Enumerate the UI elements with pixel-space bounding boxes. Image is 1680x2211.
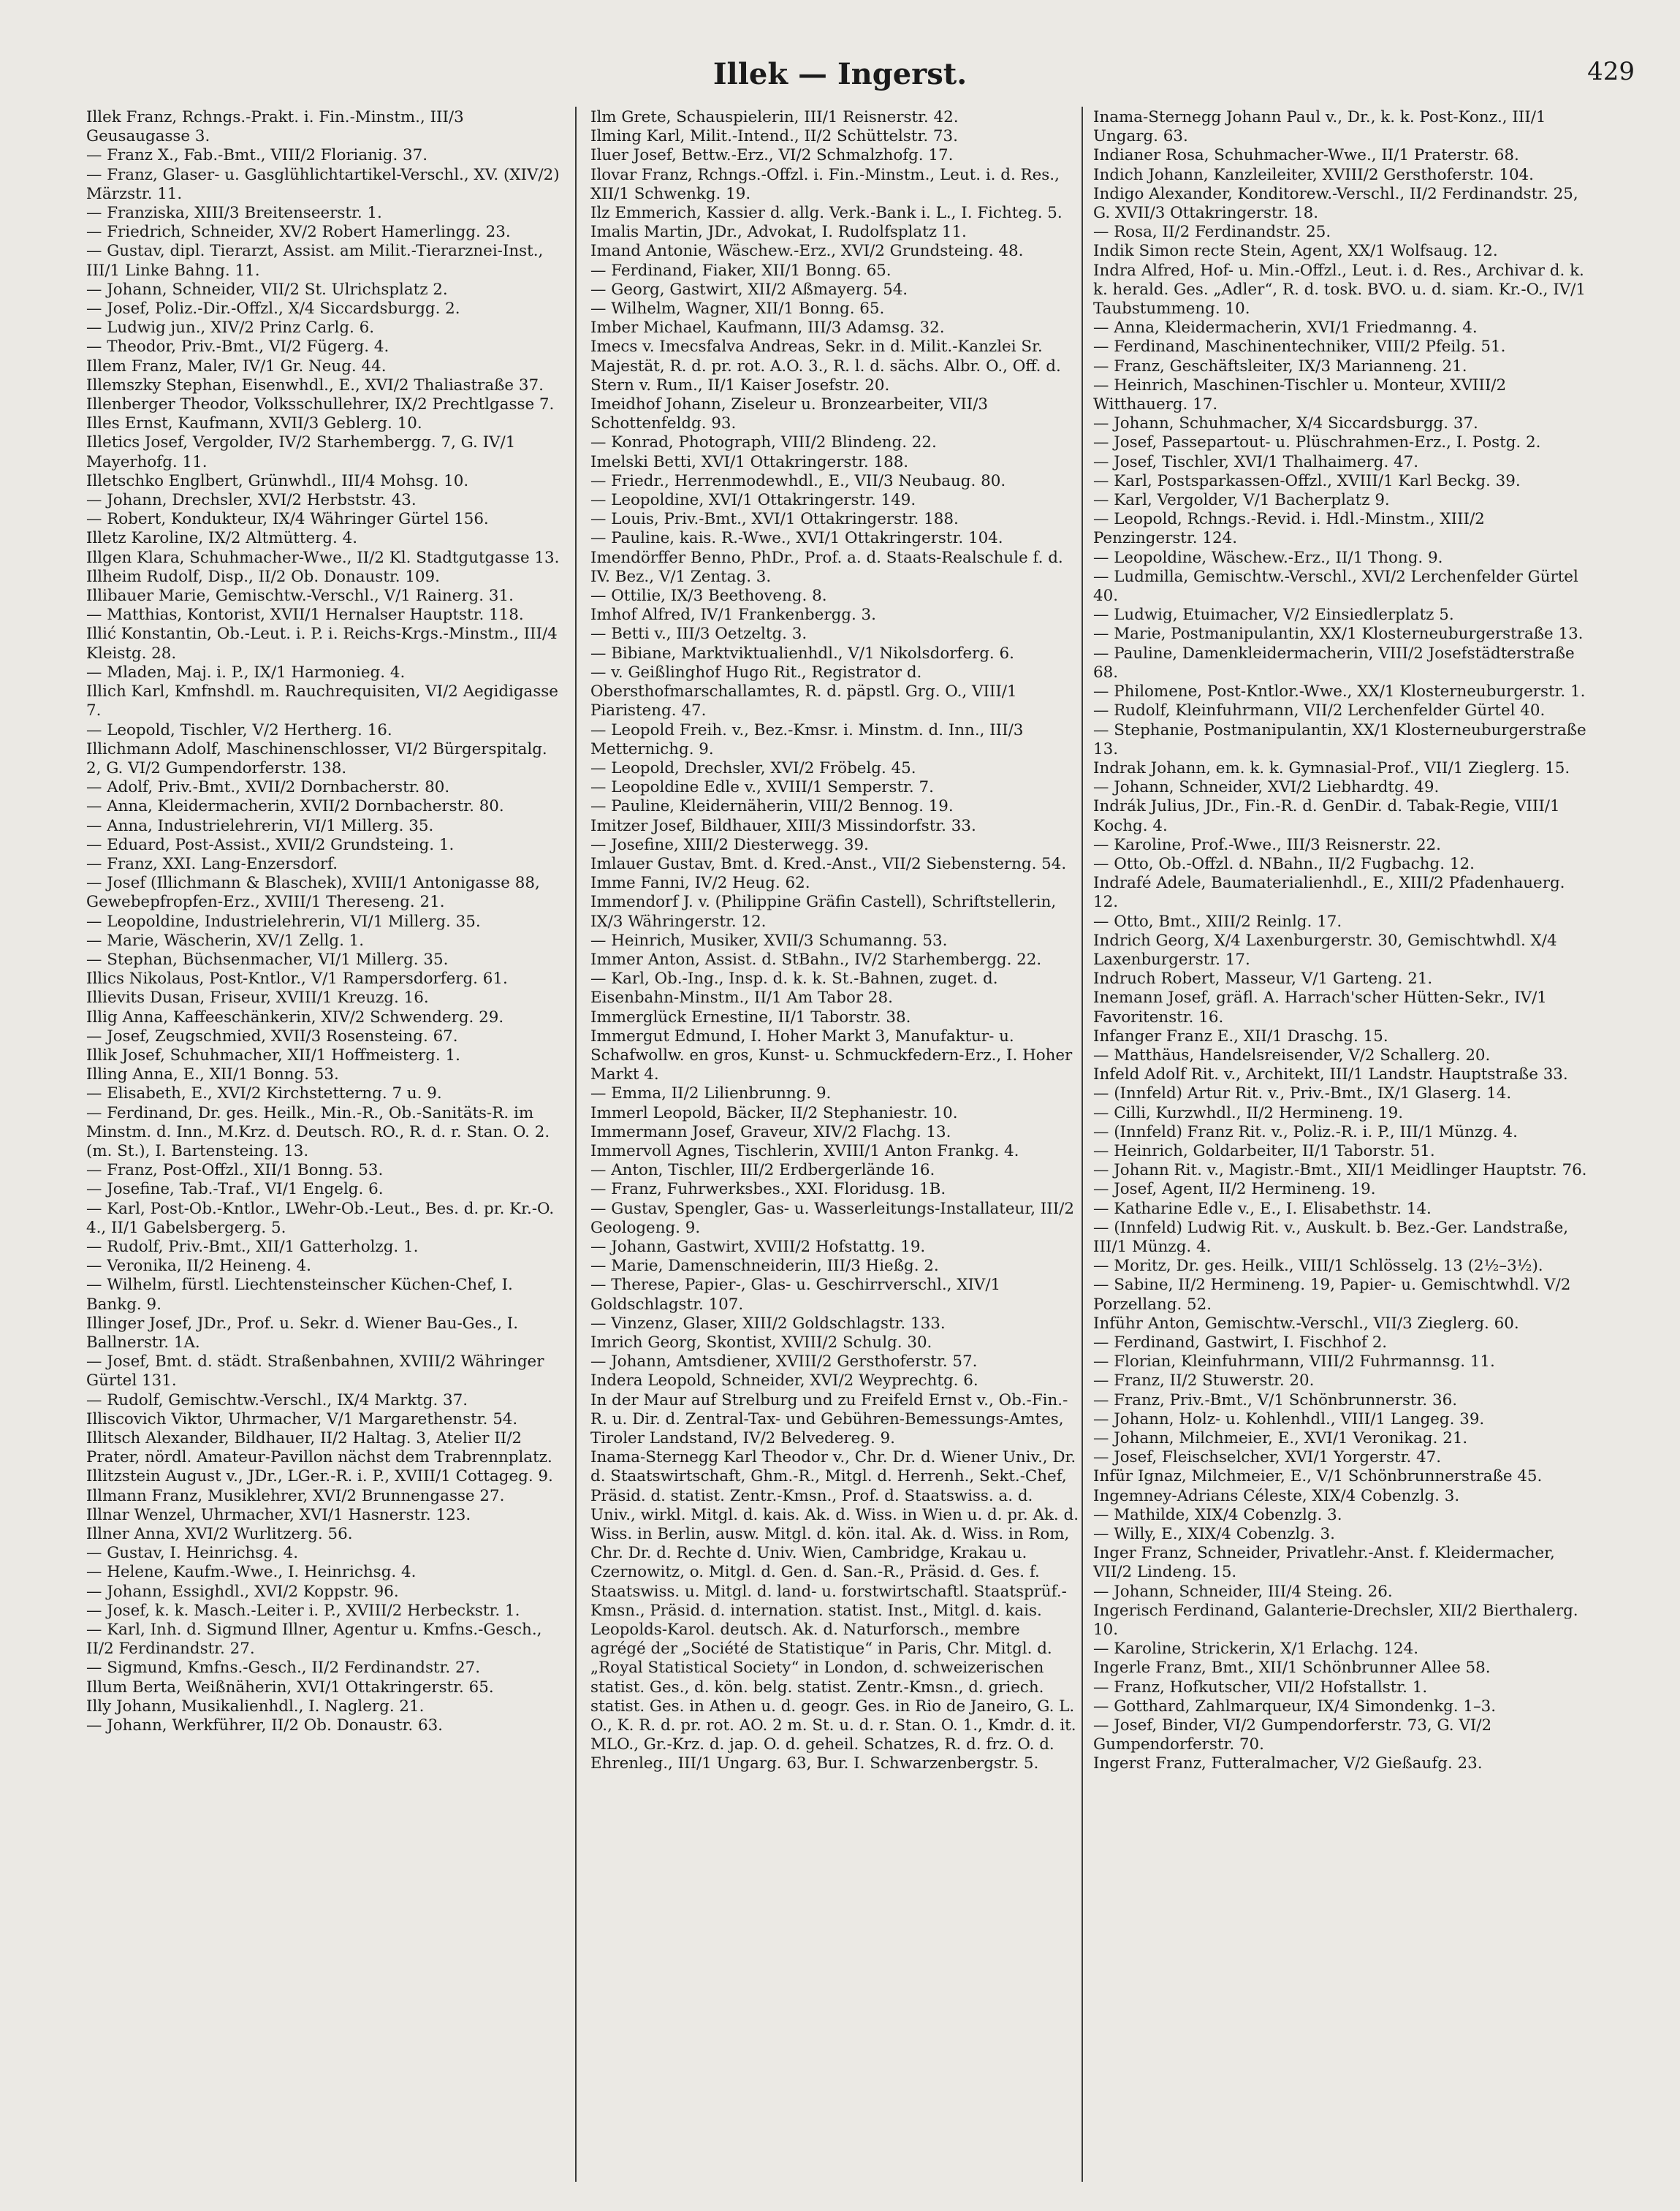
directory-entry: — Willy, E., XIX/4 Cobenzlg. 3. <box>1093 1525 1335 1544</box>
directory-entry: Illheim Rudolf, Disp., II/2 Ob. Donaustr. 109. <box>86 567 440 586</box>
directory-entry: Indera Leopold, Schneider, XVI/2 Weyprechtg. 6. <box>590 1371 978 1390</box>
directory-entry: Illievits Dusan, Friseur, XVIII/1 Kreuzg. 16. <box>86 989 429 1008</box>
directory-entry: Ilz Emmerich, Kassier d. allg. Verk.-Bank i. L., I. Fichteg. 5. <box>590 204 1063 223</box>
directory-entry: — Josef (Illichmann & Blaschek), XVIII/1 Antonigasse 88, Gewebepfropfen-Erz., XVIII/1 Thereseng. 21. <box>86 874 540 912</box>
directory-entry: — Anna, Kleidermacherin, XVII/2 Dornbacherstr. 80. <box>86 797 504 816</box>
directory-entry: — Cilli, Kurzwhdl., II/2 Hermineng. 19. <box>1093 1103 1404 1122</box>
directory-entry: — Franz, Post-Offzl., XII/1 Bonng. 53. <box>86 1161 384 1180</box>
directory-entry: — Emma, II/2 Lilienbrunng. 9. <box>590 1084 832 1103</box>
directory-entry: — Wilhelm, Wagner, XII/1 Bonng. 65. <box>590 300 885 319</box>
directory-entry: Indich Johann, Kanzleileiter, XVIII/2 Gersthoferstr. 104. <box>1093 165 1534 184</box>
directory-entry: Illitsch Alexander, Bildhauer, II/2 Haltag. 3, Atelier II/2 Prater, nördl. Amateur-Pavillon nächst dem Trabrennplatz. <box>86 1429 552 1467</box>
directory-entry: Inama-Sternegg Karl Theodor v., Chr. Dr. d. Wiener Univ., Dr. d. Staatswirtschaft, Ghm.-R., Mitgl. d. Herrenh., Sekt.-Chef, Präsid. d. statist. Zentr.-Kmsn., Prof. d. Staatswiss. a. d. Univ., wirkl. Mitgl. d. kais. Ak. d. Wiss. in Wien u. d. pr. Ak. d. Wiss. in Berlin, ausw. Mitgl. d. kön. ital. Ak. d. Wiss. in Rom, Chr. Dr. d. Rechte d. Univ. Wien, Cambridge, Krakau u. Czernowitz, o. Mitgl. d. Gen. d. San.-R., Präsid. d. Ges. f. Staatswiss. u. Mitgl. d. land- u. forstwirtschaftl. Staatsprüf.-Kmsn., Präsid. d. internation. statist. Inst., Mitgl. d. kais. Leopolds-Karol. deutsch. Ak. d. Naturforsch., membre agrégé der „Société de Statistique“ in Paris, Chr. Mitgl. d. „Royal Statistical Society“ in London, d. schweizerischen statist. Ges., d. kön. belg. statist. Zentr.-Kmsn., d. griech. statist. Ges. in Athen u. d. geogr. Ges. in Rio de Janeiro, G. L. O., K. R. d. pr. rot. AO. 2 m. St. u. d. r. Stan. O. 1., Kmdr. d. it. MLO., Gr.-Krz. d. jap. O. d. geheil. Schatzes, R. d. frz. O. d. Ehrenleg., III/1 Ungarg. 63, Bur. I. Schwarzenbergstr. 5. <box>590 1448 1079 1773</box>
directory-entry: — Ludwig, Etuimacher, V/2 Einsiedlerplatz 5. <box>1093 606 1454 625</box>
directory-entry: — Therese, Papier-, Glas- u. Geschirrverschl., XIV/1 Goldschlagstr. 107. <box>590 1276 1001 1314</box>
directory-entry: Imand Antonie, Wäschew.-Erz., XVI/2 Grundsteing. 48. <box>590 242 1024 261</box>
directory-entry: — Stephanie, Postmanipulantin, XX/1 Klosterneuburgerstraße 13. <box>1093 720 1586 758</box>
directory-entry: — Mathilde, XIX/4 Cobenzlg. 3. <box>1093 1505 1342 1524</box>
directory-entry: — Anton, Tischler, III/2 Erdbergerlände 16. <box>590 1161 935 1180</box>
directory-entry: Inführ Anton, Gemischtw.-Verschl., VII/3 Zieglerg. 60. <box>1093 1314 1519 1333</box>
directory-entry: Illetz Karoline, IX/2 Altmütterg. 4. <box>86 529 358 548</box>
directory-entry: Iluer Josef, Bettw.-Erz., VI/2 Schmalzhofg. 17. <box>590 146 954 165</box>
directory-entry: — Franz, Hofkutscher, VII/2 Hofstallstr. 1. <box>1093 1678 1428 1697</box>
directory-entry: — Leopold Freih. v., Bez.-Kmsr. i. Minstm. d. Inn., III/3 Metternichg. 9. <box>590 720 1024 758</box>
directory-entry: Illnar Wenzel, Uhrmacher, XVI/1 Hasnerstr. 123. <box>86 1505 471 1524</box>
directory-entry: — v. Geißlinghof Hugo Rit., Registrator d. Obersthofmarschallamtes, R. d. päpstl. Grg. O., VIII/1 Piaristeng. 47. <box>590 663 1017 720</box>
directory-entry: — Sabine, II/2 Hermineng. 19, Papier- u. Gemischtwhdl. V/2 Porzellang. 52. <box>1093 1276 1571 1314</box>
directory-entry: Immermann Josef, Graveur, XIV/2 Flachg. 13. <box>590 1122 951 1141</box>
directory-entry: — Leopoldine Edle v., XVIII/1 Semperstr. 7. <box>590 778 934 797</box>
directory-entry: — Anna, Industrielehrerin, VI/1 Millerg. 35. <box>86 816 434 835</box>
directory-entry: — Mladen, Maj. i. P., IX/1 Harmonieg. 4. <box>86 663 406 682</box>
directory-entry: — Katharine Edle v., E., I. Elisabethstr. 14. <box>1093 1199 1432 1218</box>
directory-entry: — Johann, Amtsdiener, XVIII/2 Gersthoferstr. 57. <box>590 1352 978 1371</box>
directory-entry: Indruch Robert, Masseur, V/1 Garteng. 21. <box>1093 970 1433 989</box>
directory-entry: — Rosa, II/2 Ferdinandstr. 25. <box>1093 223 1331 242</box>
directory-entry: — Johann, Gastwirt, XVIII/2 Hofstattg. 19. <box>590 1237 926 1256</box>
directory-entry: — Karl, Vergolder, V/1 Bacherplatz 9. <box>1093 491 1390 510</box>
column-divider <box>575 107 577 2182</box>
directory-entry: — Stephan, Büchsenmacher, VI/1 Millerg. 35. <box>86 950 449 969</box>
directory-entry: — Franz, Priv.-Bmt., V/1 Schönbrunnerstr. 36. <box>1093 1390 1458 1409</box>
directory-entry: — Ferdinand, Maschinentechniker, VIII/2 Pfeilg. 51. <box>1093 338 1506 357</box>
directory-entry: — Gustav, dipl. Tierarzt, Assist. am Milit.-Tierarznei-Inst., III/1 Linke Bahng. 11. <box>86 242 544 280</box>
directory-entry: Indrich Georg, X/4 Laxenburgerstr. 30, Gemischtwhdl. X/4 Laxenburgerstr. 17. <box>1093 931 1557 969</box>
directory-entry: — Louis, Priv.-Bmt., XVI/1 Ottakringerstr. 188. <box>590 510 959 529</box>
directory-entry: — Josefine, XIII/2 Diesterwegg. 39. <box>590 835 869 854</box>
directory-entry: Imber Michael, Kaufmann, III/3 Adamsg. 32. <box>590 319 945 338</box>
directory-entry: — Helene, Kaufm.-Wwe., I. Heinrichsg. 4. <box>86 1563 417 1582</box>
directory-entry: Imlauer Gustav, Bmt. d. Kred.-Anst., VII/2 Siebensterng. 54. <box>590 854 1067 873</box>
directory-entry: Indrak Johann, em. k. k. Gymnasial-Prof., VII/1 Zieglerg. 15. <box>1093 758 1570 777</box>
directory-entry: Ilming Karl, Milit.-Intend., II/2 Schüttelstr. 73. <box>590 127 958 146</box>
directory-entry: — Johann, Werkführer, II/2 Ob. Donaustr. 63. <box>86 1716 443 1735</box>
directory-entry: Imelski Betti, XVI/1 Ottakringerstr. 188. <box>590 452 909 471</box>
directory-entry: Imrich Georg, Skontist, XVIII/2 Schulg. 30. <box>590 1333 932 1352</box>
directory-entry: Illibauer Marie, Gemischtw.-Verschl., V/1 Rainerg. 31. <box>86 587 514 606</box>
directory-entry: — Josef, Binder, VI/2 Gumpendorferstr. 73, G. VI/2 Gumpendorferstr. 70. <box>1093 1716 1492 1754</box>
directory-entry: — Rudolf, Priv.-Bmt., XII/1 Gatterholzg. 1. <box>86 1237 419 1256</box>
directory-entry: Illitzstein August v., JDr., LGer.-R. i. P., XVIII/1 Cottageg. 9. <box>86 1467 553 1486</box>
directory-entry: Imeidhof Johann, Ziseleur u. Bronzearbeiter, VII/3 Schottenfeldg. 93. <box>590 395 989 433</box>
directory-entry: — Josef, Tischler, XVI/1 Thalhaimerg. 47. <box>1093 452 1419 471</box>
directory-entry: — Wilhelm, fürstl. Liechtensteinscher Küchen-Chef, I. Bankg. 9. <box>86 1276 513 1314</box>
directory-entry: Illichmann Adolf, Maschinenschlosser, VI/2 Bürgerspitalg. 2, G. VI/2 Gumpendorferstr. 138. <box>86 739 547 777</box>
directory-entry: Illig Anna, Kaffeeschänkerin, XIV/2 Schwenderg. 29. <box>86 1008 504 1027</box>
directory-entry: — Karl, Ob.-Ing., Insp. d. k. k. St.-Bahnen, zuget. d. Eisenbahn-Minstm., II/1 Am Tabor 28. <box>590 970 998 1008</box>
directory-entry: — Karl, Post-Ob.-Kntlor., LWehr-Ob.-Leut., Bes. d. pr. Kr.-O. 4., II/1 Gabelsbergerg. 5. <box>86 1199 555 1237</box>
directory-entry: Immervoll Agnes, Tischlerin, XVIII/1 Anton Frankg. 4. <box>590 1141 1019 1160</box>
directory-entry: — Theodor, Priv.-Bmt., VI/2 Fügerg. 4. <box>86 338 389 357</box>
directory-entry: — Josef, Poliz.-Dir.-Offzl., X/4 Siccardsburgg. 2. <box>86 300 460 319</box>
directory-entry: — Matthäus, Handelsreisender, V/2 Schallerg. 20. <box>1093 1046 1491 1065</box>
directory-entry: Imalis Martin, JDr., Advokat, I. Rudolfsplatz 11. <box>590 223 967 242</box>
directory-entry: — Karl, Postsparkassen-Offzl., XVIII/1 Karl Beckg. 39. <box>1093 471 1521 490</box>
directory-entry: Indianer Rosa, Schuhmacher-Wwe., II/1 Praterstr. 68. <box>1093 146 1519 165</box>
directory-entry: — (Innfeld) Artur Rit. v., Priv.-Bmt., IX/1 Glaserg. 14. <box>1093 1084 1512 1103</box>
directory-entry: Illum Berta, Weißnäherin, XVI/1 Ottakringerstr. 65. <box>86 1678 494 1697</box>
directory-entry: — Josef, Bmt. d. städt. Straßenbahnen, XVIII/2 Währinger Gürtel 131. <box>86 1352 544 1390</box>
directory-entry: — Leopoldine, Wäschew.-Erz., II/1 Thong. 9. <box>1093 548 1443 567</box>
directory-entry: — Eduard, Post-Assist., XVII/2 Grundsteing. 1. <box>86 835 455 854</box>
directory-entry: — Veronika, II/2 Heineng. 4. <box>86 1257 311 1276</box>
directory-entry: — Franz X., Fab.-Bmt., VIII/2 Florianig. 37. <box>86 146 428 165</box>
directory-entry: — Franz, Geschäftsleiter, IX/3 Marianneng. 21. <box>1093 357 1467 376</box>
directory-entry: — Moritz, Dr. ges. Heilk., VIII/1 Schlösselg. 13 (2½–3½). <box>1093 1257 1543 1276</box>
directory-entry: — Anna, Kleidermacherin, XVI/1 Friedmanng. 4. <box>1093 319 1478 338</box>
directory-entry: Illić Konstantin, Ob.-Leut. i. P. i. Reichs-Krgs.-Minstm., III/4 Kleistg. 28. <box>86 625 558 663</box>
directory-entry: — Konrad, Photograph, VIII/2 Blindeng. 22. <box>590 433 937 452</box>
directory-entry: Ilovar Franz, Rchngs.-Offzl. i. Fin.-Minstm., Leut. i. d. Res., XII/1 Schwenkg. 19. <box>590 165 1060 203</box>
directory-entry: Illy Johann, Musikalienhdl., I. Naglerg. 21. <box>86 1697 425 1716</box>
directory-entry: — Marie, Postmanipulantin, XX/1 Klosterneuburgerstraße 13. <box>1093 625 1584 644</box>
directory-entry: Illek Franz, Rchngs.-Prakt. i. Fin.-Minstm., III/3 Geusaugasse 3. <box>86 108 464 146</box>
directory-entry: — Johann, Schneider, XVI/2 Liebhardtg. 49. <box>1093 778 1440 797</box>
directory-entry: — Robert, Kondukteur, IX/4 Währinger Gürtel 156. <box>86 510 489 529</box>
directory-entry: — Georg, Gastwirt, XII/2 Aßmayerg. 54. <box>590 280 908 299</box>
directory-entry: Illik Josef, Schuhmacher, XII/1 Hoffmeisterg. 1. <box>86 1046 460 1065</box>
directory-entry: Illetics Josef, Vergolder, IV/2 Starhembergg. 7, G. IV/1 Mayerhofg. 11. <box>86 433 516 471</box>
directory-entry: — Johann, Schneider, VII/2 St. Ulrichsplatz 2. <box>86 280 448 299</box>
directory-entry: — Matthias, Kontorist, XVII/1 Hernalser Hauptstr. 118. <box>86 606 524 625</box>
directory-entry: Illmann Franz, Musiklehrer, XVI/2 Brunnengasse 27. <box>86 1486 505 1505</box>
directory-entry: — Pauline, Kleidernäherin, VIII/2 Bennog. 19. <box>590 797 954 816</box>
page-title: Illek — Ingerst. <box>712 57 968 91</box>
directory-entry: — Rudolf, Kleinfuhrmann, VII/2 Lerchenfelder Gürtel 40. <box>1093 701 1546 720</box>
directory-entry: — Ottilie, IX/3 Beethoveng. 8. <box>590 587 827 606</box>
directory-entry: — Leopold, Tischler, V/2 Hertherg. 16. <box>86 720 392 739</box>
directory-entry: — Josef, Agent, II/2 Hermineng. 19. <box>1093 1180 1376 1199</box>
directory-entry: Inama-Sternegg Johann Paul v., Dr., k. k. Post-Konz., III/1 Ungarg. 63. <box>1093 108 1546 146</box>
directory-entry: Ingerle Franz, Bmt., XII/1 Schönbrunner Allee 58. <box>1093 1659 1491 1678</box>
directory-column-2 <box>590 108 1079 2198</box>
directory-entry: Inemann Josef, gräfl. A. Harrach'scher Hütten-Sekr., IV/1 Favoritenstr. 16. <box>1093 989 1547 1027</box>
directory-entry: — Heinrich, Maschinen-Tischler u. Monteur, XVIII/2 Witthauerg. 17. <box>1093 376 1507 414</box>
directory-entry: — Vinzenz, Glaser, XIII/2 Goldschlagstr. 133. <box>590 1314 946 1333</box>
directory-entry: — Marie, Damenschneiderin, III/3 Hießg. 2. <box>590 1257 939 1276</box>
directory-entry: — Karoline, Strickerin, X/1 Erlachg. 124. <box>1093 1640 1419 1659</box>
directory-entry: — Johann, Drechsler, XVI/2 Herbststr. 43. <box>86 491 417 510</box>
directory-entry: — Josef, Zeugschmied, XVII/3 Rosensteing. 67. <box>86 1027 458 1046</box>
directory-entry: — Betti v., III/3 Oetzeltg. 3. <box>590 625 807 644</box>
directory-entry: — Karl, Inh. d. Sigmund Illner, Agentur u. Kmfns.-Gesch., II/2 Ferdinandstr. 27. <box>86 1621 542 1659</box>
directory-entry: — Franziska, XIII/3 Breitenseerstr. 1. <box>86 204 382 223</box>
directory-entry: Indra Alfred, Hof- u. Min.-Offzl., Leut. i. d. Res., Archivar d. k. k. herald. Ges. „Adler“, R. d. tosk. BVO. u. d. siam. Kr.-O., IV/1 Taubstummeng. 10. <box>1093 261 1586 319</box>
directory-entry: — Ludmilla, Gemischtw.-Verschl., XVI/2 Lerchenfelder Gürtel 40. <box>1093 567 1578 606</box>
directory-column-3 <box>1093 108 1587 2198</box>
directory-entry: — Leopold, Rchngs.-Revid. i. Hdl.-Minstm., XIII/2 Penzingerstr. 124. <box>1093 510 1485 548</box>
directory-entry: — Johann, Holz- u. Kohlenhdl., VIII/1 Langeg. 39. <box>1093 1409 1485 1428</box>
directory-entry: — Ludwig jun., XIV/2 Prinz Carlg. 6. <box>86 319 375 338</box>
directory-entry: Illenberger Theodor, Volksschullehrer, IX/2 Prechtlgasse 7. <box>86 395 555 414</box>
directory-entry: — Marie, Wäscherin, XV/1 Zellg. 1. <box>86 931 365 950</box>
directory-entry: — Johann, Essighdl., XVI/2 Koppstr. 96. <box>86 1582 399 1601</box>
directory-entry: — Johann, Schuhmacher, X/4 Siccardsburgg. 37. <box>1093 414 1478 433</box>
directory-entry: Infeld Adolf Rit. v., Architekt, III/1 Landstr. Hauptstraße 33. <box>1093 1065 1568 1084</box>
directory-entry: — Friedrich, Schneider, XV/2 Robert Hamerlingg. 23. <box>86 223 511 242</box>
directory-column-1 <box>86 108 563 2198</box>
directory-entry: Indrák Julius, JDr., Fin.-R. d. GenDir. d. Tabak-Regie, VIII/1 Kochg. 4. <box>1093 797 1560 835</box>
directory-entry: — Bibiane, Marktviktualienhdl., V/1 Nikolsdorferg. 6. <box>590 644 1014 663</box>
directory-entry: Indik Simon recte Stein, Agent, XX/1 Wolfsaug. 12. <box>1093 242 1498 261</box>
directory-entry: Illgen Klara, Schuhmacher-Wwe., II/2 Kl. Stadtgutgasse 13. <box>86 548 560 567</box>
directory-entry: Immergut Edmund, I. Hoher Markt 3, Manufaktur- u. Schafwollw. en gros, Kunst- u. Schmuckfedern-Erz., I. Hoher Markt 4. <box>590 1027 1073 1084</box>
directory-entry: Infanger Franz E., XII/1 Draschg. 15. <box>1093 1027 1388 1046</box>
directory-entry: — Sigmund, Kmfns.-Gesch., II/2 Ferdinandstr. 27. <box>86 1659 481 1678</box>
directory-entry: Ingerisch Ferdinand, Galanterie-Drechsler, XII/2 Bierthalerg. 10. <box>1093 1601 1578 1640</box>
directory-entry: Infür Ignaz, Milchmeier, E., V/1 Schönbrunnerstraße 45. <box>1093 1467 1543 1486</box>
directory-entry: — Josef, k. k. Masch.-Leiter i. P., XVIII/2 Herbeckstr. 1. <box>86 1601 520 1620</box>
directory-entry: Imendörffer Benno, PhDr., Prof. a. d. Staats-Realschule f. d. IV. Bez., V/1 Zentag. 3. <box>590 548 1063 586</box>
directory-entry: Illinger Josef, JDr., Prof. u. Sekr. d. Wiener Bau-Ges., I. Ballnerstr. 1A. <box>86 1314 519 1352</box>
directory-entry: Illich Karl, Kmfnshdl. m. Rauchrequisiten, VI/2 Aegidigasse 7. <box>86 682 558 720</box>
directory-entry: Immer Anton, Assist. d. StBahn., IV/2 Starhembergg. 22. <box>590 950 1042 969</box>
column-divider <box>1082 107 1083 2182</box>
directory-entry: Ingerst Franz, Futteralmacher, V/2 Gießaufg. 23. <box>1093 1754 1483 1773</box>
directory-entry: — Ferdinand, Fiaker, XII/1 Bonng. 65. <box>590 261 892 280</box>
directory-entry: — Josef, Passepartout- u. Plüschrahmen-Erz., I. Postg. 2. <box>1093 433 1541 452</box>
directory-entry: — Otto, Bmt., XIII/2 Reinlg. 17. <box>1093 912 1342 931</box>
directory-entry: — Elisabeth, E., XVI/2 Kirchstetterng. 7 u. 9. <box>86 1084 442 1103</box>
directory-entry: — Gotthard, Zahlmarqueur, IX/4 Simondenkg. 1–3. <box>1093 1697 1497 1716</box>
directory-entry: — Franz, XXI. Lang-Enzersdorf. <box>86 854 338 873</box>
directory-entry: — Josefine, Tab.-Traf., VI/1 Engelg. 6. <box>86 1180 384 1199</box>
directory-entry: — Johann, Milchmeier, E., XVI/1 Veronikag. 21. <box>1093 1429 1468 1448</box>
directory-entry: Immerglück Ernestine, II/1 Taborstr. 38. <box>590 1008 911 1027</box>
directory-entry: — (Innfeld) Franz Rit. v., Poliz.-R. i. P., III/1 Münzg. 4. <box>1093 1122 1518 1141</box>
directory-entry: — Florian, Kleinfuhrmann, VIII/2 Fuhrmannsg. 11. <box>1093 1352 1495 1371</box>
directory-entry: — Josef, Fleischselcher, XVI/1 Yorgerstr. 47. <box>1093 1448 1442 1467</box>
directory-entry: Inger Franz, Schneider, Privatlehr.-Anst. f. Kleidermacher, VII/2 Lindeng. 15. <box>1093 1544 1555 1582</box>
directory-entry: Imme Fanni, IV/2 Heug. 62. <box>590 874 810 893</box>
directory-entry: Illics Nikolaus, Post-Kntlor., V/1 Rampersdorferg. 61. <box>86 970 508 989</box>
directory-entry: Imhof Alfred, IV/1 Frankenbergg. 3. <box>590 606 876 625</box>
directory-entry: Immerl Leopold, Bäcker, II/2 Stephaniestr. 10. <box>590 1103 958 1122</box>
directory-entry: — Leopoldine, Industrielehrerin, VI/1 Millerg. 35. <box>86 912 481 931</box>
directory-entry: Illner Anna, XVI/2 Wurlitzerg. 56. <box>86 1525 353 1544</box>
directory-entry: — Johann Rit. v., Magistr.-Bmt., XII/1 Meidlinger Hauptstr. 76. <box>1093 1161 1587 1180</box>
directory-entry: In der Maur auf Strelburg und zu Freifeld Ernst v., Ob.-Fin.-R. u. Dir. d. Zentral-Tax- und Gebühren-Bemessungs-Amtes, Tiroler Landstand, IV/2 Belvedereg. 9. <box>590 1390 1068 1448</box>
directory-entry: — (Innfeld) Ludwig Rit. v., Auskult. b. Bez.-Ger. Landstraße, III/1 Münzg. 4. <box>1093 1218 1569 1256</box>
directory-entry: — Franz, Fuhrwerksbes., XXI. Floridusg. 1B. <box>590 1180 946 1199</box>
directory-entry: Illes Ernst, Kaufmann, XVII/3 Geblerg. 10. <box>86 414 422 433</box>
directory-entry: — Adolf, Priv.-Bmt., XVII/2 Dornbacherstr. 80. <box>86 778 450 797</box>
directory-entry: — Leopoldine, XVI/1 Ottakringerstr. 149. <box>590 491 916 510</box>
directory-entry: — Rudolf, Gemischtw.-Verschl., IX/4 Marktg. 37. <box>86 1390 468 1409</box>
directory-entry: Illemszky Stephan, Eisenwhdl., E., XVI/2 Thaliastraße 37. <box>86 376 544 395</box>
directory-entry: Illing Anna, E., XII/1 Bonng. 53. <box>86 1065 339 1084</box>
directory-entry: — Franz, Glaser- u. Gasglühlichtartikel-Verschl., XV. (XIV/2) Märzstr. 11. <box>86 165 560 203</box>
directory-entry: — Leopold, Drechsler, XVI/2 Fröbelg. 45. <box>590 758 916 777</box>
directory-entry: Illiscovich Viktor, Uhrmacher, V/1 Margarethenstr. 54. <box>86 1409 518 1428</box>
directory-entry: — Friedr., Herrenmodewhdl., E., VII/3 Neubaug. 80. <box>590 471 1006 490</box>
directory-entry: — Ferdinand, Gastwirt, I. Fischhof 2. <box>1093 1333 1388 1352</box>
directory-entry: Ingemney-Adrians Céleste, XIX/4 Cobenzlg. 3. <box>1093 1486 1460 1505</box>
directory-entry: — Gustav, I. Heinrichsg. 4. <box>86 1544 299 1563</box>
page-number: 429 <box>1587 57 1635 86</box>
directory-entry: Imecs v. Imecsfalva Andreas, Sekr. in d. Milit.-Kanzlei Sr. Majestät, R. d. pr. rot. A.O. 3., R. l. d. sächs. Albr. O., Off. d. Stern v. Rum., II/1 Kaiser Josefstr. 20. <box>590 338 1061 395</box>
directory-entry: — Ferdinand, Dr. ges. Heilk., Min.-R., Ob.-Sanitäts-R. im Minstm. d. Inn., M.Krz. d. Deutsch. RO., R. d. r. Stan. O. 2. (m. St.), I. Bartensteing. 13. <box>86 1103 550 1160</box>
directory-entry: — Philomene, Post-Kntlor.-Wwe., XX/1 Klosterneuburgerstr. 1. <box>1093 682 1586 701</box>
directory-entry: Indrafé Adele, Baumaterialienhdl., E., XIII/2 Pfadenhauerg. 12. <box>1093 874 1565 912</box>
directory-entry: — Heinrich, Musiker, XVII/3 Schumanng. 53. <box>590 931 948 950</box>
directory-entry: Illem Franz, Maler, IV/1 Gr. Neug. 44. <box>86 357 387 376</box>
directory-entry: Imitzer Josef, Bildhauer, XIII/3 Missindorfstr. 33. <box>590 816 976 835</box>
directory-entry: — Pauline, kais. R.-Wwe., XVI/1 Ottakringerstr. 104. <box>590 529 1003 548</box>
directory-entry: Immendorf J. v. (Philippine Gräfin Castell), Schriftstellerin, IX/3 Währingerstr. 12. <box>590 893 1057 931</box>
directory-entry: — Karoline, Prof.-Wwe., III/3 Reisnerstr. 22. <box>1093 835 1441 854</box>
directory-entry: — Franz, II/2 Stuwerstr. 20. <box>1093 1371 1315 1390</box>
directory-entry: — Heinrich, Goldarbeiter, II/1 Taborstr. 51. <box>1093 1141 1435 1160</box>
directory-entry: Indigo Alexander, Konditorew.-Verschl., II/2 Ferdinandstr. 25, G. XVII/3 Ottakringerstr. 18. <box>1093 184 1578 223</box>
directory-entry: — Johann, Schneider, III/4 Steing. 26. <box>1093 1582 1393 1601</box>
directory-entry: — Otto, Ob.-Offzl. d. NBahn., II/2 Fugbachg. 12. <box>1093 854 1475 873</box>
directory-entry: — Pauline, Damenkleidermacherin, VIII/2 Josefstädterstraße 68. <box>1093 644 1575 682</box>
directory-entry: Ilm Grete, Schauspielerin, III/1 Reisnerstr. 42. <box>590 108 959 126</box>
directory-entry: Illetschko Englbert, Grünwhdl., III/4 Mohsg. 10. <box>86 471 469 490</box>
directory-entry: — Gustav, Spengler, Gas- u. Wasserleitungs-Installateur, III/2 Geologeng. 9. <box>590 1199 1074 1237</box>
page-header <box>0 57 1680 94</box>
